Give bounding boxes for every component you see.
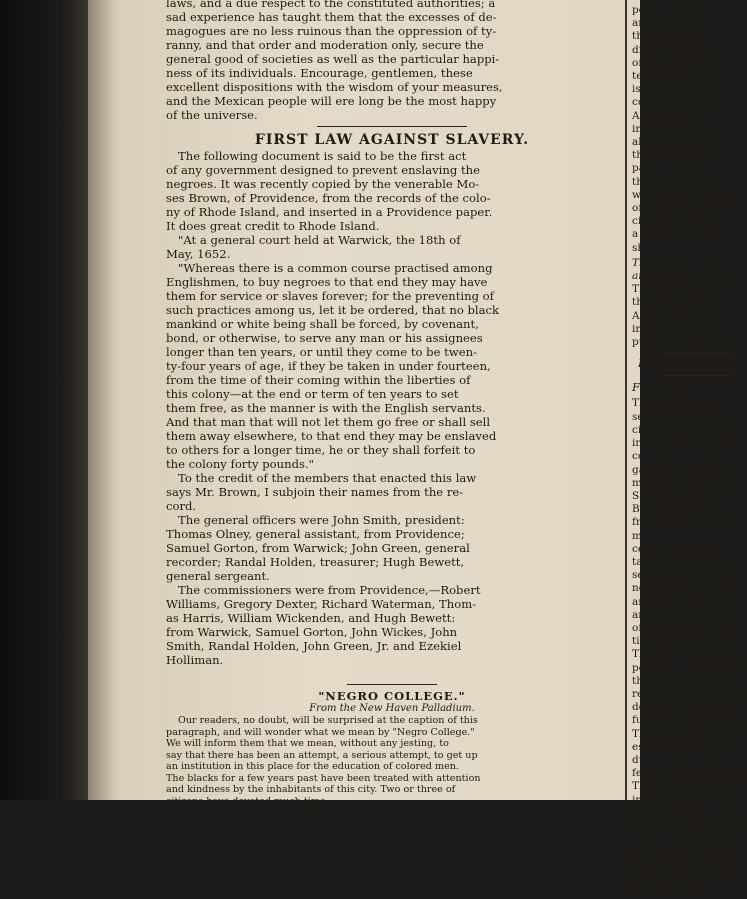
right-divider	[662, 375, 732, 376]
text-line: The facts are sim	[632, 648, 724, 661]
text-line: the colony forty pounds."	[166, 457, 314, 471]
text-line: negroes. It was recently copied by the venerable Mo-	[166, 177, 480, 191]
text-line: contradict the misre	[632, 450, 741, 463]
text-line: Saturday, 10th inst.	[632, 489, 737, 502]
text-line: concerns of the	[632, 96, 715, 109]
text-line: any other stat	[632, 17, 707, 30]
text-line: fully guarding again	[632, 714, 740, 727]
text-line: published in all the	[632, 336, 735, 349]
text-line: and kindness by the inhabitants of this city. Two or three of	[166, 784, 456, 795]
text-line: Holliman.	[166, 653, 224, 667]
text-line: them away elsewhere, to that end they may be enslaved	[166, 429, 497, 443]
text-line: The undersigned	[632, 397, 722, 410]
text-line: fession obtained, whi	[632, 767, 746, 780]
text-line: of the south," which	[632, 833, 739, 846]
text-line: meeting, held at th	[632, 476, 734, 489]
text-line: general sergeant.	[166, 569, 270, 583]
text-line: The general officers were John Smith, president:	[178, 513, 465, 527]
text-line: And whereas,	[632, 109, 705, 122]
slavery-officers	[166, 513, 618, 583]
text-line: The blacks for a few years past have been treated with attention	[166, 772, 481, 784]
right-column	[632, 0, 747, 898]
text-line: city. And believi	[632, 215, 717, 228]
text-line: til the end of time,	[632, 635, 731, 648]
text-line: such practices among us, let it be ordered, that no black	[166, 303, 500, 317]
text-line: the Fed. per	[632, 30, 697, 43]
page-gutter-shade	[88, 0, 114, 800]
newspaper-page	[88, 0, 747, 898]
text-line: These were the ide	[632, 780, 734, 793]
text-line: the general inter	[632, 149, 722, 162]
text-line: as Harris, William Wickenden, and Hugh Bewett:	[166, 611, 456, 625]
text-line: And that man that will not let them go free or shall sell	[166, 415, 491, 429]
text-line: selves in the way o	[632, 569, 733, 582]
right-resolution	[632, 256, 735, 349]
text-line: should never be i	[632, 241, 724, 254]
text-line: excellent dispositions with the wisdom of your measures,	[166, 80, 503, 94]
slavery-credit	[166, 471, 618, 513]
text-line: viduals of the	[632, 886, 704, 898]
text-line: report such measure	[632, 687, 743, 700]
text-line: institutions for t	[632, 122, 719, 135]
text-line: of learning, and	[632, 202, 717, 215]
slavery-intro	[166, 149, 618, 233]
college-text	[166, 715, 618, 807]
text-line: the situation of the	[632, 674, 734, 687]
text-line: them free, as the manner is with the English servants.	[166, 401, 486, 415]
text-line: citizens have devoted much time	[166, 795, 326, 807]
text-line: freemen of New Ha	[632, 516, 737, 529]
text-line: general good of societies as well as the particular happi-	[166, 52, 500, 66]
text-line: "Whereas there is a common course practised among	[178, 261, 493, 275]
text-line: magogues are no less ruinous than the oppression of ty-	[166, 24, 497, 38]
text-line: them for service or slaves forever; for the preventing of	[166, 289, 494, 303]
binding-shadow	[0, 0, 88, 800]
text-line: We will inform them that we mean, without any jesting, to	[166, 738, 449, 749]
right-signer: Elisha Munson,	[638, 358, 721, 371]
text-line: mankind or white being shall be forced, by covenant,	[166, 317, 479, 331]
text-line: a college in any	[632, 228, 716, 241]
text-line: longer than ten years, or until they come to be twen-	[166, 345, 477, 359]
text-line: taries; heretofore th	[632, 555, 740, 568]
text-line: of the universe.	[166, 108, 258, 122]
text-line: ses Brown, of Providence, from the records of the colo-	[166, 191, 491, 205]
text-line: recorder; Randal Holden, treasurer; Hugh Bewett,	[166, 555, 465, 569]
text-line: means excited to an	[632, 529, 739, 542]
text-line: ing be signed by t	[632, 322, 728, 335]
column-rule	[625, 0, 627, 800]
text-line: in reference to the co	[632, 793, 747, 806]
text-line: ny of Rhode Island, and inserted in a Providence paper.	[166, 205, 493, 219]
text-line: of New Haven, can	[632, 806, 734, 819]
text-line: and that too of thes	[632, 595, 737, 608]
text-line: dustry might be inc	[632, 753, 737, 766]
slavery-court-date	[166, 233, 618, 261]
text-line: cord.	[166, 499, 197, 513]
article-divider	[347, 684, 437, 685]
text-line: To the credit of the members that enacted this law	[178, 471, 477, 485]
text-line: establishment of a n	[632, 740, 741, 753]
slavery-article	[166, 126, 618, 667]
text-line: this colony—at the end or term of ten years to set	[166, 387, 459, 401]
text-line: ty-four years of age, if they be taken in under fourteen,	[166, 359, 491, 373]
text-line: this place by ever	[632, 296, 727, 309]
text-line: The following document is said to be the first act	[178, 149, 467, 163]
text-line: dent and advisable,	[632, 701, 736, 714]
text-line: from Warwick, Samuel Gorton, John Wickes, John	[166, 625, 458, 639]
text-line: The committee repor	[632, 727, 745, 740]
slavery-headline: FIRST LAW AGAINST SLAVERY.	[254, 132, 530, 148]
right-text-block-2	[632, 397, 747, 899]
text-line: say that there has been an attempt, a serious attempt, to get up	[166, 749, 478, 761]
slavery-law-text	[166, 261, 618, 471]
text-line: Thomas Olney, general assistant, from Providence;	[166, 527, 465, 541]
text-line: insurrection or disre	[632, 819, 742, 832]
text-line: ranny, and that order and moderation only, secure the	[166, 38, 484, 52]
text-line: of antiquity, has not	[632, 621, 738, 634]
text-line: nor can we account	[632, 582, 737, 595]
text-line: The commissioners were from Providence,—Robert	[178, 583, 481, 597]
text-line: It does great credit to Rhode Island.	[166, 219, 380, 233]
text-line: the same place to	[632, 175, 727, 188]
text-line: Smith, Randal Holden, John Green, Jr. and Ezekiel	[166, 639, 462, 653]
text-line: pointed a committee	[632, 661, 742, 674]
text-line: That we will resis	[632, 283, 726, 296]
college-article	[166, 680, 618, 807]
article-divider	[317, 126, 467, 127]
top-article-text	[166, 0, 618, 122]
right-divider	[662, 353, 732, 354]
text-line: diate emancipat	[632, 43, 718, 56]
text-line: laws, and a due respect to the constituted authorities; a	[166, 0, 496, 10]
text-line: and high in authori	[632, 608, 735, 621]
college-source: From the New Haven Palladium.	[309, 703, 475, 714]
text-line: Therefore, resol	[632, 256, 718, 269]
text-line: city, June last, con	[632, 423, 729, 436]
text-line: and freemen of th	[632, 270, 728, 283]
text-line: already existing i	[632, 136, 724, 149]
slavery-commissioners	[166, 583, 618, 667]
text-line: ceive! We are not	[632, 542, 725, 555]
text-line: ness of its individuals. Encourage, gentlemen, these	[166, 66, 473, 80]
right-text-block-1	[632, 4, 732, 255]
text-line: the south; and we ha	[632, 872, 744, 885]
text-line: paragraph, and will wonder what we mean by "Negro College."	[166, 726, 475, 738]
text-line: is an unwarrant	[632, 83, 717, 96]
text-line: bond, or otherwise, to serve any man or his assignees	[166, 331, 483, 345]
college-headline: "NEGRO COLLEGE."	[318, 689, 466, 703]
text-line: with the prosperit	[632, 188, 729, 201]
text-line: "At a general court held at Warwick, the 18th of	[178, 233, 461, 247]
right-from-heading: From Poul	[632, 380, 693, 395]
text-line: Samuel Gorton, from Warwick; John Green, general	[166, 541, 470, 555]
text-line: senting the free m	[632, 410, 730, 423]
top-article	[166, 0, 618, 122]
text-line: And on motion	[632, 309, 710, 322]
main-column	[166, 0, 618, 807]
text-line: pecul. laws of	[632, 4, 706, 16]
text-line: We utterly deny ha	[632, 846, 733, 859]
text-line: sad experience has taught them that the excesses of de-	[166, 10, 497, 24]
text-line: Our readers, no doubt, will be surprised at the caption of this	[178, 715, 478, 726]
text-line: of the states in w	[632, 56, 724, 69]
text-line: says Mr. Brown, I subjoin their names from the re-	[166, 485, 464, 499]
text-line: temperance fo	[632, 70, 710, 83]
text-line: patronized by the	[632, 162, 726, 175]
text-line: Englishmen, to buy negroes to that end they may have	[166, 275, 488, 289]
text-line: May, 1652.	[166, 247, 231, 261]
text-line: gated through the	[632, 463, 729, 476]
text-line: By what motives	[632, 503, 720, 516]
text-line: in the name of said	[632, 437, 734, 450]
text-line: to others for a longer time, he or they shall forfeit to	[166, 443, 476, 457]
text-line: of any government designed to prevent enslaving the	[166, 163, 480, 177]
text-line: an institution in this place for the education of colored men.	[166, 761, 459, 772]
text-line: tablishment of our	[632, 859, 731, 872]
text-line: and the Mexican people will ere long be the most happy	[166, 94, 497, 108]
text-line: from the time of their coming within the liberties of	[166, 373, 471, 387]
text-line: Williams, Gregory Dexter, Richard Waterman, Thom-	[166, 597, 477, 611]
